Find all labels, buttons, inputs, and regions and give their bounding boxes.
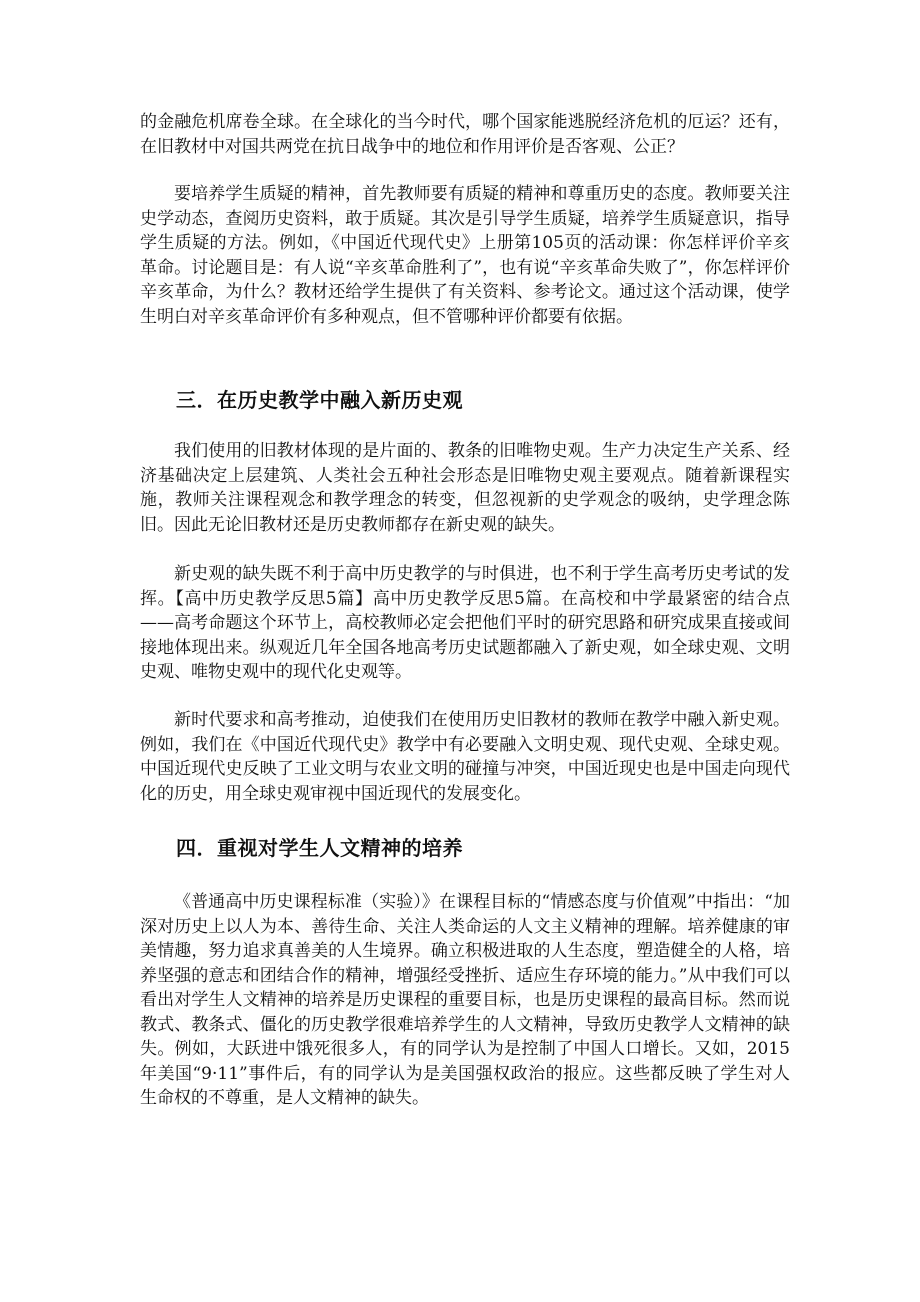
- paragraph-financial-crisis: 的金融危机席卷全球。在全球化的当今时代，哪个国家能逃脱经济危机的厄运？还有，在旧教材中对国共两党在抗日战争中的地位和作用评价是否客观、公正？: [140, 112, 790, 157]
- section-heading-humanistic-spirit: 四．重视对学生人文精神的培养: [176, 836, 463, 860]
- paragraph-cultivating-doubt: 要培养学生质疑的精神，首先教师要有质疑的精神和尊重历史的态度。教师要关注史学动态，查阅历史资料，敢于质疑。其次是引导学生质疑，培养学生质疑意识，指导学生质疑的方法。例如，《中国近代现代史》上册第105页的活动课：你怎样评价辛亥革命。讨论题目是：有人说“辛亥革命胜利了”，也有说“辛亥革命失败了”，你怎样评价辛亥革命，为什么？教材还给学生提供了有关资料、参考论文。通过这个活动课，使学生明白对辛亥革命评价有多种观点，但不管哪种评价都要有依据。: [140, 184, 790, 327]
- paragraph-curriculum-standard: 《普通高中历史课程标准（实验）》在课程目标的“情感态度与价值观”中指出：“加深对历史上以人为本、善待生命、关注人类命运的人文主义精神的理解。培养健康的审美情趣，努力追求真善美的人生境界。确立积极进取的人生态度，塑造健全的人格，培养坚强的意志和团结合作的精神，增强经受挫折、适应生存环境的能力。”从中我们可以看出对学生人文精神的培养是历史课程的重要目标，也是历史课程的最高目标。然而说教式、教条式、僵化的历史教学很难培养学生的人文精神，导致历史教学人文精神的缺失。例如，大跃进中饿死很多人，有的同学认为是控制了中国人口增长。又如，2015年美国“9·11”事件后，有的同学认为是美国强权政治的报应。这些都反映了学生对人生命权的不尊重，是人文精神的缺失。: [140, 892, 790, 1108]
- paragraph-era-demands: 新时代要求和高考推动，迫使我们在使用历史旧教材的教师在教学中融入新史观。例如，我们在《中国近代现代史》教学中有必要融入文明史观、现代史观、全球史观。中国近现代史反映了工业文明与农业文明的碰撞与冲突，中国近现史也是中国走向现代化的历史，用全球史观审视中国近现代的发展变化。: [140, 710, 790, 804]
- paragraph-missing-new-views: 新史观的缺失既不利于高中历史教学的与时俱进，也不利于学生高考历史考试的发挥。【高中历史教学反思5篇】高中历史教学反思5篇。在高校和中学最紧密的结合点——高考命题这个环节上，高校教师必定会把他们平时的研究思路和研究成果直接或间接地体现出来。纵观近几年全国各地高考历史试题都融入了新史观，如全球史观、文明史观、唯物史观中的现代化史观等。: [140, 564, 790, 682]
- paragraph-old-materialism: 我们使用的旧教材体现的是片面的、教条的旧唯物史观。生产力决定生产关系、经济基础决定上层建筑、人类社会五种社会形态是旧唯物史观主要观点。随着新课程实施，教师关注课程观念和教学理念的转变，但忽视新的史学观念的吸纳，史学理念陈旧。因此无论旧教材还是历史教师都存在新史观的缺失。: [140, 441, 790, 535]
- section-heading-new-historical-view: 三．在历史教学中融入新历史观: [176, 388, 463, 412]
